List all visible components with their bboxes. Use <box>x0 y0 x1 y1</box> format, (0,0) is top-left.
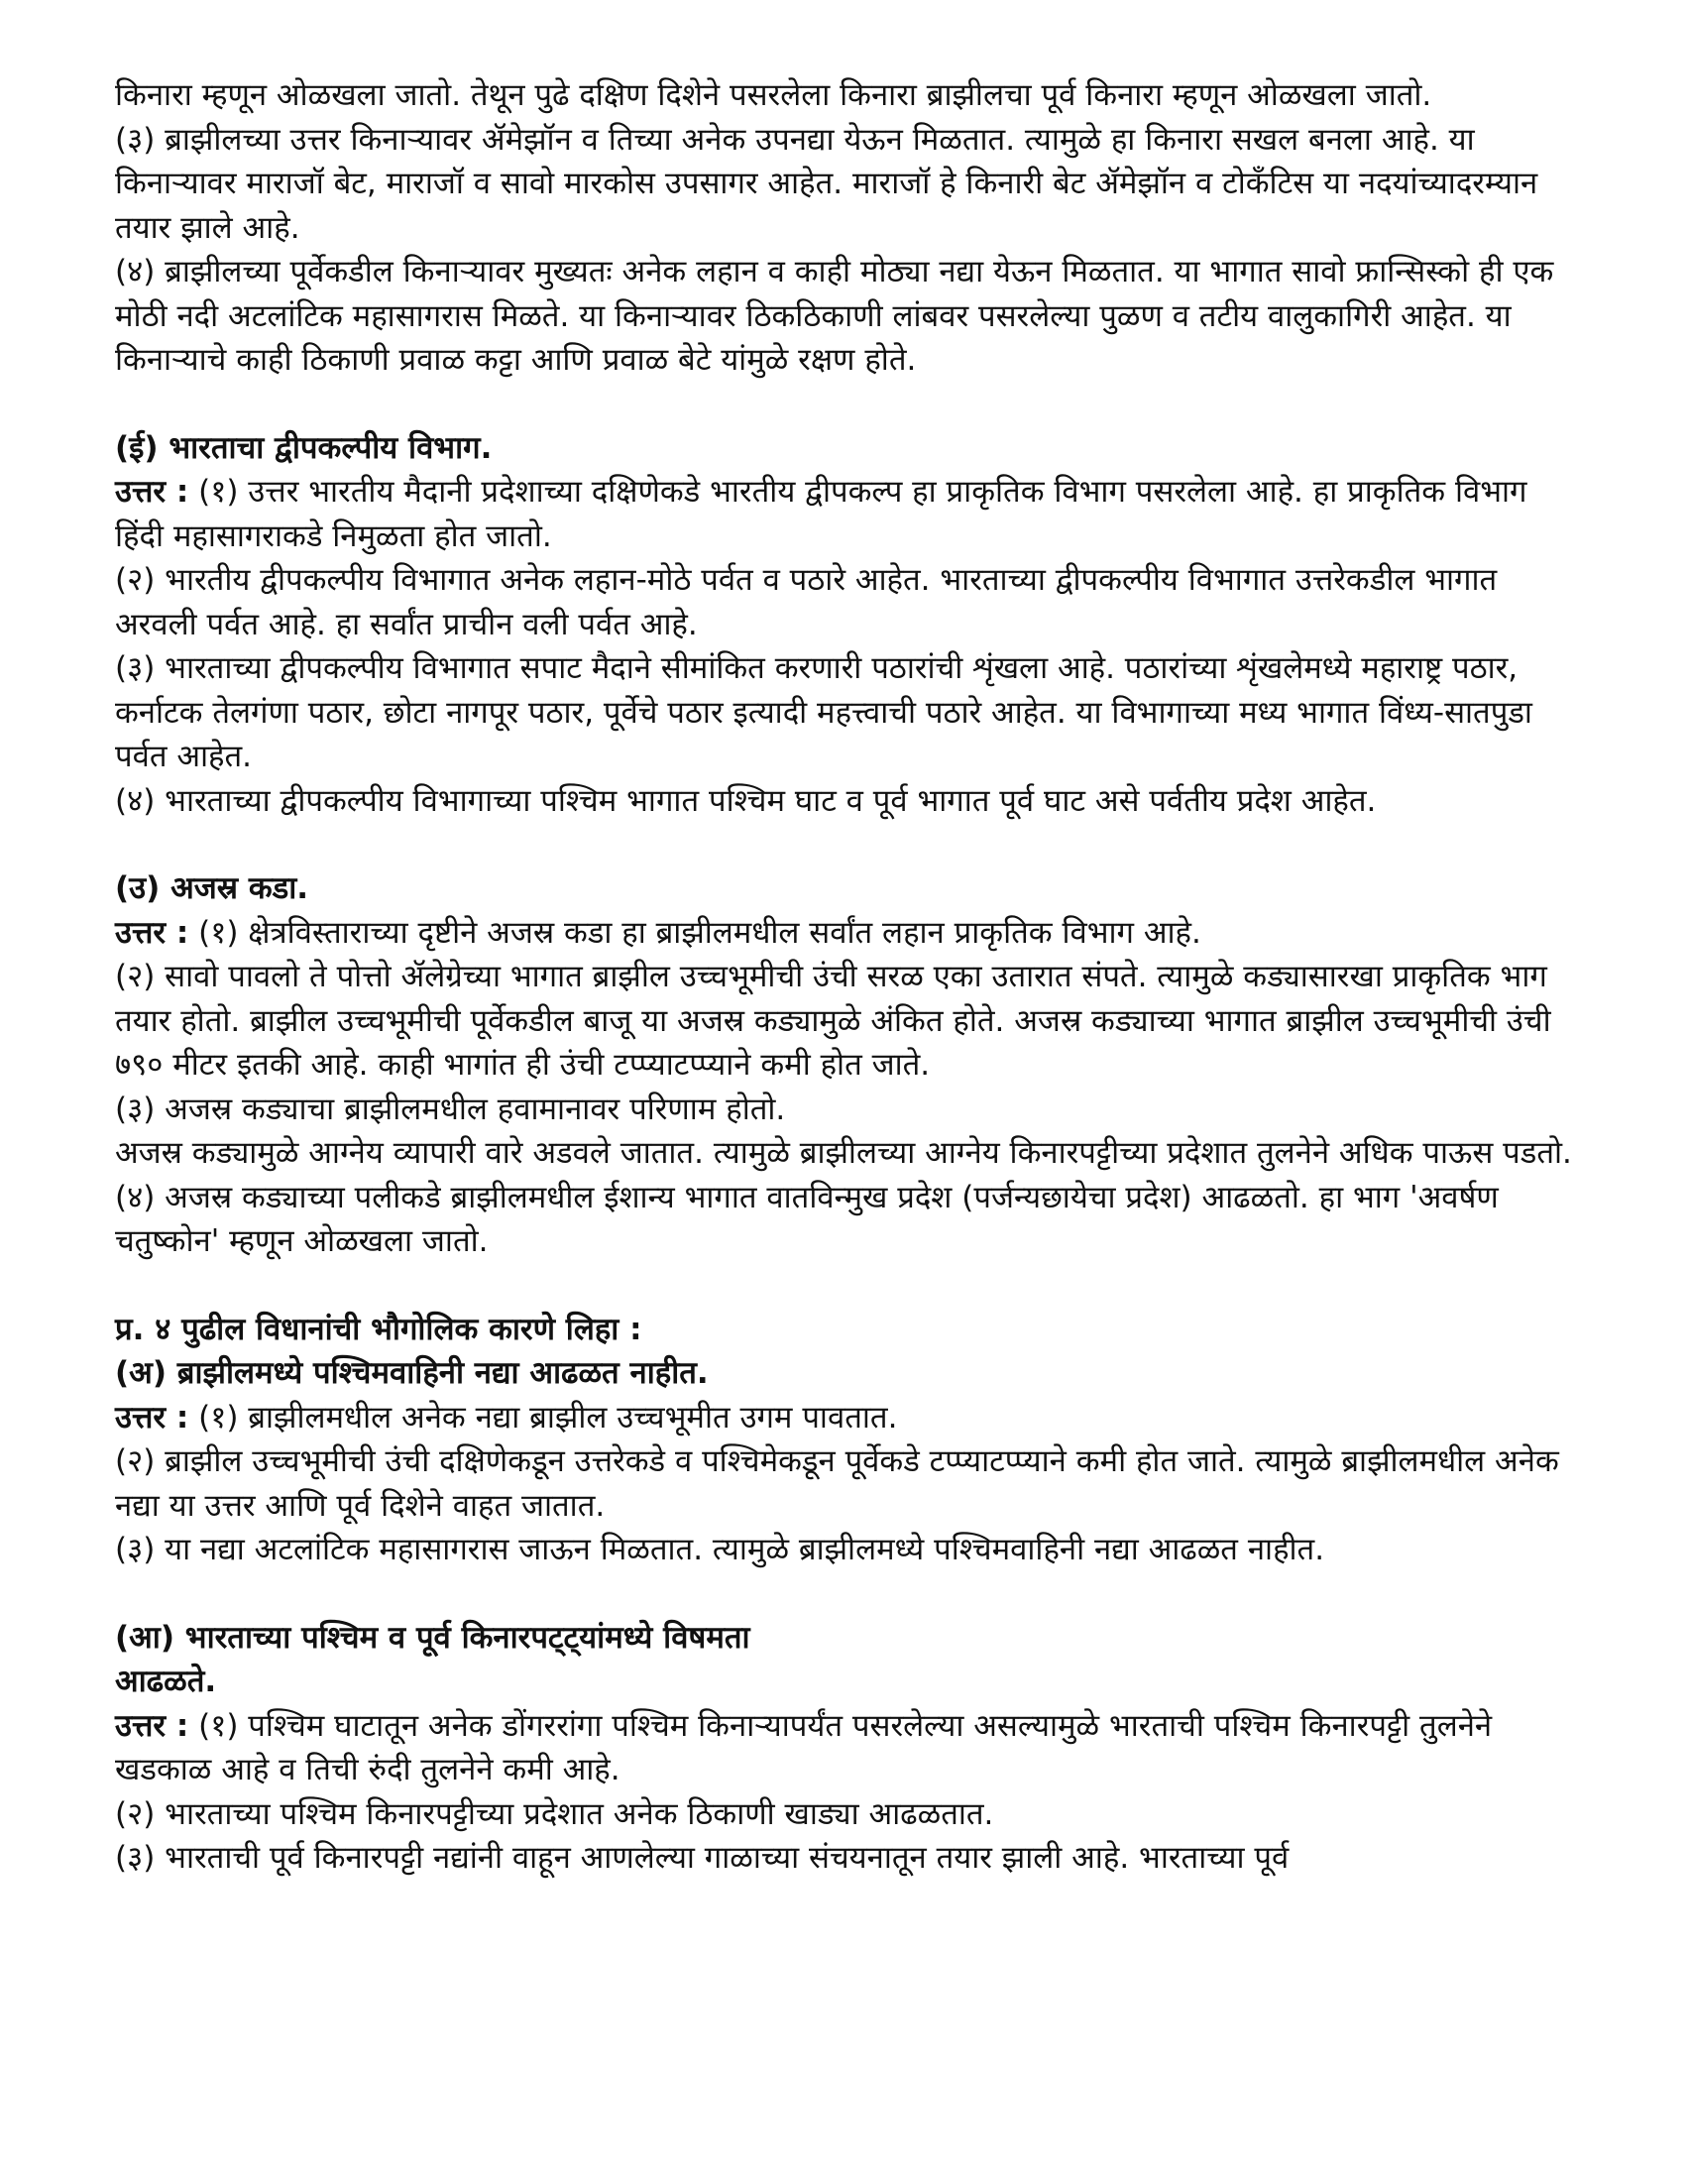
paragraph: (२) ब्राझील उच्चभूमीची उंची दक्षिणेकडून उत्तरेकडे व पश्चिमेकडून पूर्वेकडे टप्प्याटप्प्याने कमी होत जाते. त्यामुळे ब्राझीलमधील अनेक नद्या या उत्तर आणि पूर्व दिशेने वाहत जातात. <box>115 1443 1559 1524</box>
paragraph: (४) भारताच्या द्वीपकल्पीय विभागाच्या पश्चिम भागात पश्चिम घाट व पूर्व भागात पूर्व घाट असे पर्वतीय प्रदेश आहेत. <box>115 782 1377 819</box>
answer-text: (१) ब्राझीलमधील अनेक नद्या ब्राझील उच्चभूमीत उगम पावतात. <box>188 1399 898 1436</box>
paragraph: अजस्र कड्यामुळे आग्नेय व्यापारी वारे अडवले जातात. त्यामुळे ब्राझीलच्या आग्नेय किनारपट्टीच्या प्रदेशात तुलनेने अधिक पाऊस पडतो. <box>115 1135 1572 1171</box>
paragraph: किनारा म्हणून ओळखला जातो. तेथून पुढे दक्षिण दिशेने पसरलेला किनारा ब्राझीलचा पूर्व किनारा म्हणून ओळखला जातो. <box>115 77 1432 113</box>
paragraph: (४) ब्राझीलच्या पूर्वेकडील किनाऱ्यावर मुख्यतः अनेक लहान व काही मोठ्या नद्या येऊन मिळतात. या भागात सावो फ्रान्सिस्को ही एक मोठी नदी अटलांटिक महासागरास मिळते. या किनाऱ्यावर ठिकठिकाणी लांबवर पसरलेल्या पुळण व तटीय वालुकागिरी आहेत. या किनाऱ्याचे काही ठिकाणी प्रवाळ कट्टा आणि प्रवाळ बेटे यांमुळे रक्षण होते. <box>115 254 1554 378</box>
paragraph: (३) या नद्या अटलांटिक महासागरास जाऊन मिळतात. त्यामुळे ब्राझीलमध्ये पश्चिमवाहिनी नद्या आढळत नाहीत. <box>115 1532 1325 1567</box>
answer-text: (१) उत्तर भारतीय मैदानी प्रदेशाच्या दक्षिणेकडे भारतीय द्वीपकल्प हा प्राकृतिक विभाग पसरलेला आहे. हा प्राकृतिक विभाग हिंदी महासागराकडे निमुळता होत जातो. <box>115 474 1527 554</box>
paragraph <box>115 1704 1579 1792</box>
paragraph: (३) भारताची पूर्व किनारपट्टी नद्यांनी वाहून आणलेल्या गाळाच्या संचयनातून तयार झाली आहे. भारताच्या पूर्व <box>115 1840 1290 1876</box>
paragraph <box>115 470 1579 558</box>
answer-label: उत्तर : <box>115 474 189 510</box>
section-heading: (ई) भारताचा द्वीपकल्पीय विभाग. <box>115 429 493 466</box>
section-heading: (आ) भारताच्या पश्चिम व पूर्व किनारपट्ट्यांमध्ये विषमता <box>115 1619 750 1656</box>
section-heading-continued: आढळते. <box>115 1664 217 1699</box>
answer-label: उत्तर : <box>115 914 189 951</box>
paragraph: (३) ब्राझीलच्या उत्तर किनाऱ्यावर ॲमेझॉन व तिच्या अनेक उपनद्या येऊन मिळतात. त्यामुळे हा किनारा सखल बनला आहे. या किनाऱ्यावर माराजॉ बेट, माराजॉ व सावो मारकोस उपसागर आहेत. माराजॉ हे किनारी बेट ॲमेझॉन व टोकँटिस या नदयांच्यादरम्यान तयार झाले आहे. <box>115 121 1538 246</box>
paragraph <box>115 1396 1579 1440</box>
answer-label: उत्तर : <box>115 1707 189 1744</box>
paragraph: (४) अजस्र कड्याच्या पलीकडे ब्राझीलमधील ईशान्य भागात वातविन्मुख प्रदेश (पर्जन्यछायेचा प्रदेश) आढळतो. हा भाग 'अवर्षण चतुष्कोन' म्हणून ओळखला जातो. <box>115 1179 1499 1259</box>
paragraph <box>115 911 1579 956</box>
answer-text: (१) पश्चिम घाटातून अनेक डोंगररांगा पश्चिम किनाऱ्यापर्यंत पसरलेल्या असल्यामुळे भारताची पश्चिम किनारपट्टी तुलनेने खडकाळ आहे व तिची रुंदी तुलनेने कमी आहे. <box>115 1707 1493 1787</box>
answer-text: (१) क्षेत्रविस्ताराच्या दृष्टीने अजस्र कडा हा ब्राझीलमधील सर्वांत लहान प्राकृतिक विभाग आहे. <box>188 914 1201 951</box>
section-heading: (उ) अजस्र कडा. <box>115 870 309 906</box>
paragraph: (२) सावो पावलो ते पोत्तो ॲलेग्रेच्या भागात ब्राझील उच्चभूमीची उंची सरळ एका उतारात संपते. त्यामुळे कड्यासारखा प्राकृतिक भाग तयार होतो. ब्राझील उच्चभूमीची पूर्वेकडील बाजू या अजस्र कड्यामुळे अंकित होते. अजस्र कड्याच्या भागात ब्राझील उच्चभूमीची उंची ७९० मीटर इतकी आहे. काही भागांत ही उंची टप्प्याटप्प्याने कमी होत जाते. <box>115 959 1551 1083</box>
section-heading: (अ) ब्राझीलमध्ये पश्चिमवाहिनी नद्या आढळत नाहीत. <box>115 1355 709 1391</box>
paragraph: (२) भारतीय द्वीपकल्पीय विभागात अनेक लहान-मोठे पर्वत व पठारे आहेत. भारताच्या द्वीपकल्पीय विभागात उत्तरेकडील भागात अरवली पर्वत आहे. हा सर्वांत प्राचीन वली पर्वत आहे. <box>115 562 1498 642</box>
paragraph: (३) अजस्र कड्याचा ब्राझीलमधील हवामानावर परिणाम होतो. <box>115 1091 786 1127</box>
answer-label: उत्तर : <box>115 1399 189 1436</box>
question-heading: प्र. ४ पुढील विधानांची भौगोलिक कारणे लिहा : <box>115 1311 642 1347</box>
paragraph: (२) भारताच्या पश्चिम किनारपट्टीच्या प्रदेशात अनेक ठिकाणी खाड्या आढळतात. <box>115 1795 994 1832</box>
paragraph: (३) भारताच्या द्वीपकल्पीय विभागात सपाट मैदाने सीमांकित करणारी पठारांची शृंखला आहे. पठारांच्या शृंखलेमध्ये महाराष्ट्र पठार, कर्नाटक तेलगंणा पठार, छोटा नागपूर पठार, पूर्वेचे पठार इत्यादी महत्त्वाची पठारे आहेत. या विभागाच्या मध्य भागात विंध्य-सातपुडा पर्वत आहेत. <box>115 650 1532 774</box>
